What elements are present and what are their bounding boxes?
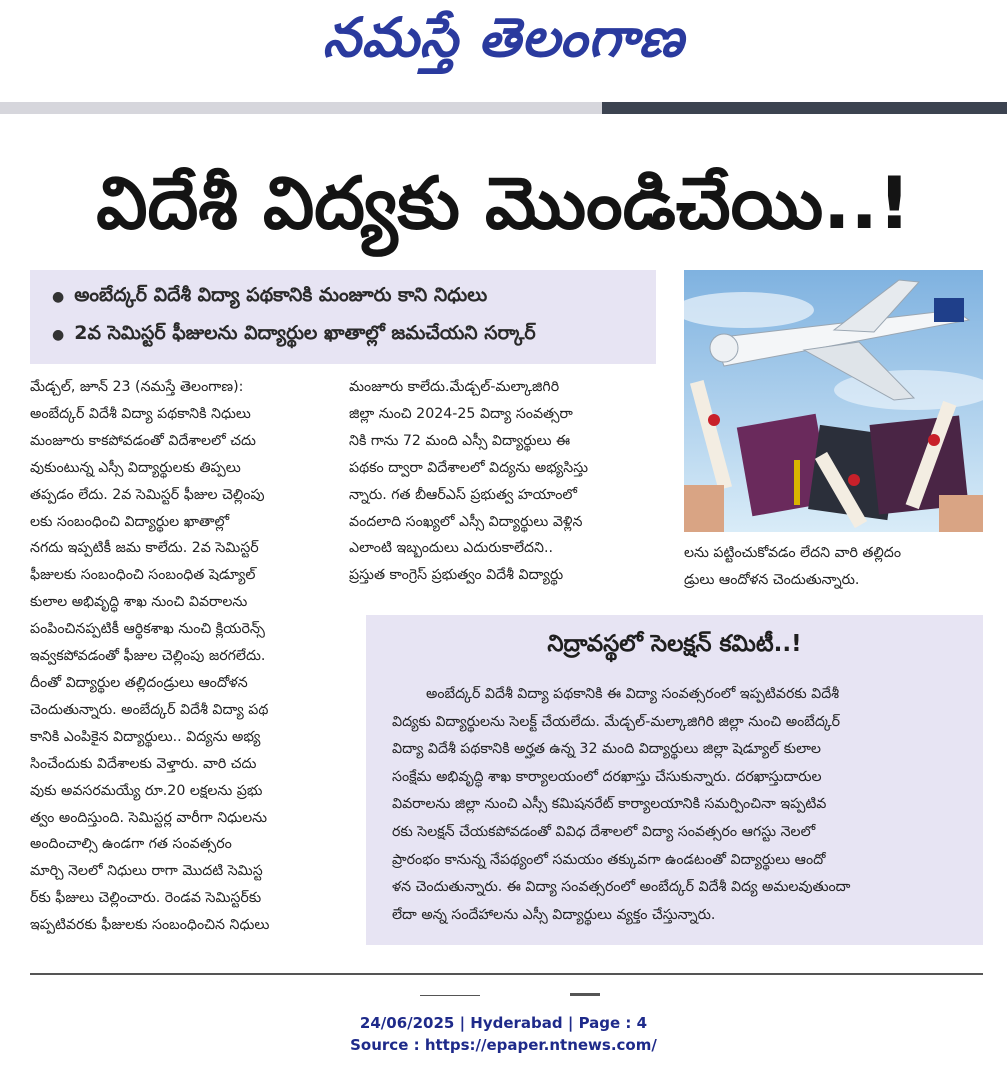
text-line: నికి గాను 72 మంది ఎస్సీ విద్యార్థులు ఈ <box>349 432 571 449</box>
text-line: మంజూరు కాకపోవడంతో విదేశాలలో చదు <box>30 432 256 449</box>
bullet-icon: ● <box>52 289 65 305</box>
text-line: డ్రులు ఆందోళన చెందుతున్నారు. <box>684 571 860 588</box>
bullet-icon: ● <box>52 327 65 343</box>
header-rule-light <box>0 102 602 114</box>
text-line: రకు సెలక్షన్ చేయకపోవడంతో వివిధ దేశాలలో విద్యా సంవత్సరం ఆగస్టు నెలలో <box>392 823 816 840</box>
text-line: అంబేద్కర్ విదేశీ విద్యా పథకానికి ఈ విద్యా సంవత్సరంలో ఇప్పటివరకు విదేశీ <box>426 686 840 702</box>
text-line: మంజూరు కాలేదు.మేడ్చల్-మల్కాజిగిరి <box>349 379 560 395</box>
text-line: చెందుతున్నారు. అంబేద్కర్ విదేశీ విద్యా పథ <box>30 701 269 718</box>
text-line: అంబేద్కర్ విదేశీ విద్యా పథకానికి నిధులు <box>30 405 251 422</box>
header-rule-dark <box>602 102 1007 114</box>
summary-point-2: ● 2వ సెమిస్టర్ ఫీజులను విద్యార్థుల ఖాతాల్లో జమచేయని సర్కార్ <box>52 322 536 344</box>
text-line: విద్యకు విద్యార్థులను సెలక్ట్ చేయలేదు. మేడ్చల్-మల్కాజిగిరి జిల్లా నుంచి అంబేద్కర్ <box>392 713 841 730</box>
text-line: ఫీజులకు సంబంధించి సంబంధిత షెడ్యూల్ <box>30 567 256 584</box>
article-column-2 <box>349 374 659 589</box>
source-link[interactable]: Source : https://epaper.ntnews.com/ <box>350 1036 657 1054</box>
text-line: దీంతో విద్యార్థుల తల్లిదండ్రులు ఆందోళన <box>30 674 248 691</box>
text-line: వుకుంటున్న ఎస్సీ విద్యార్థులకు తిప్పలు <box>30 459 241 476</box>
text-line: నగదు ఇప్పటికీ జమ కాలేదు. 2వ సెమిస్టర్ <box>30 540 259 557</box>
text-line: మార్చి నెలలో నిధులు రాగా మొదటి సెమిస్ట <box>30 863 263 880</box>
article-column-1 <box>30 374 336 939</box>
sidebar-body <box>392 681 962 929</box>
text-line: త్వం అందిస్తుంది. సెమిస్టర్ల వారీగా నిధులను <box>30 809 268 826</box>
article-column-3 <box>684 540 984 594</box>
article-photo <box>684 270 983 532</box>
cropped-next-article <box>30 986 983 996</box>
text-line: లను పట్టించుకోవడం లేదని వారి తల్లిదం <box>684 545 902 561</box>
summary-box <box>30 270 656 364</box>
text-line: లకు సంబంధించి విద్యార్థుల ఖాతాల్లో <box>30 513 230 530</box>
bottom-divider <box>30 973 983 975</box>
text-line: వుకు అవసరమయ్యే రూ.20 లక్షలను ప్రభు <box>30 782 263 799</box>
text-line: న్నారు. గత బీఆర్ఎస్ ప్రభుత్వ హయాంలో <box>349 486 578 503</box>
text-line: సించేందుకు విదేశాలకు వెళ్తారు. వారి చదు <box>30 755 257 772</box>
article-headline: విదేశీ విద్యకు మొండిచేయి..! <box>96 161 911 245</box>
text-line: విద్యా విదేశీ పథకానికి అర్హత ఉన్న 32 మంది విద్యార్థులు జిల్లా షెడ్యూల్ కులాల <box>392 741 821 758</box>
sidebar-title: నిద్రావస్థలో సెలక్షన్ కమిటీ..! <box>547 631 802 657</box>
edition-info: 24/06/2025 | Hyderabad | Page : 4 <box>359 1014 648 1032</box>
text-line: పథకం ద్వారా విదేశాలలో విద్యను అభ్యసిస్తు <box>349 459 589 476</box>
text-line: ఎలాంటి ఇబ్బందులు ఎదురుకాలేదని.. <box>349 540 553 557</box>
text-line: ప్రారంభం కానున్న నేపథ్యంలో సమయం తక్కువగా ఉండటంతో విద్యార్థులు ఆందో <box>392 851 826 868</box>
text-line: మేడ్చల్, జూన్ 23 (నమస్తే తెలంగాణ): <box>30 379 244 395</box>
text-line: ప్రస్తుత కాంగ్రెస్ ప్రభుత్వం విదేశీ విద్యార్థు <box>349 567 564 584</box>
text-line: లేదా అన్న సందేహాలను ఎస్సీ విద్యార్థులు వ్యక్తం చేస్తున్నారు. <box>392 906 716 923</box>
newspaper-logo: నమస్తే తెలంగాణ <box>322 6 685 69</box>
text-line: తప్పడం లేదు. 2వ సెమిస్టర్ ఫీజుల చెల్లింపు <box>30 486 265 503</box>
text-line: ళన చెందుతున్నారు. ఈ విద్యా సంవత్సరంలో అంబేద్కర్ విదేశీ విద్య అమలవుతుందా <box>392 879 851 896</box>
text-line: పంపించినప్పటికీ ఆర్థికశాఖ నుంచి క్లియరెన్స్ <box>30 621 265 638</box>
text-line: కులాల అభివృద్ధి శాఖ నుంచి వివరాలను <box>30 594 248 611</box>
footer <box>0 1012 1007 1056</box>
text-line: అందించాల్సి ఉండగా గత సంవత్సరం <box>30 836 232 853</box>
text-line: ఇప్పటివరకు ఫీజులకు సంబంధించిన నిధులు <box>30 917 270 934</box>
text-line: ఇవ్వకపోవడంతో ఫీజుల చెల్లింపు జరగలేదు. <box>30 648 266 665</box>
airplane-graduation-image <box>684 270 983 532</box>
text-line: ర్‌కు ఫీజులు చెల్లించారు. రెండవ సెమిస్టర్‌కు <box>30 890 262 907</box>
text-line: వందలాది సంఖ్యలో ఎస్సీ విద్యార్థులు వెళ్లిన <box>349 513 583 530</box>
summary-point-1: ● అంబేద్కర్ విదేశీ విద్యా పథకానికి మంజూరు కాని నిధులు <box>52 284 488 306</box>
masthead <box>0 0 1007 100</box>
sidebar-box <box>366 615 983 945</box>
text-line: కానికి ఎంపికైన విద్యార్థులు.. విద్యను అభ్య <box>30 728 261 745</box>
text-line: వివరాలను జిల్లా నుంచి ఎస్సీ కమిషనరేట్ కార్యాలయానికి సమర్పించినా ఇప్పటివ <box>392 796 827 813</box>
text-line: జిల్లా నుంచి 2024-25 విద్యా సంవత్సరా <box>349 405 573 422</box>
text-line: సంక్షేమ అభివృద్ధి శాఖ కార్యాలయంలో దరఖాస్తు చేసుకున్నారు. దరఖాస్తుదారుల <box>392 768 822 785</box>
